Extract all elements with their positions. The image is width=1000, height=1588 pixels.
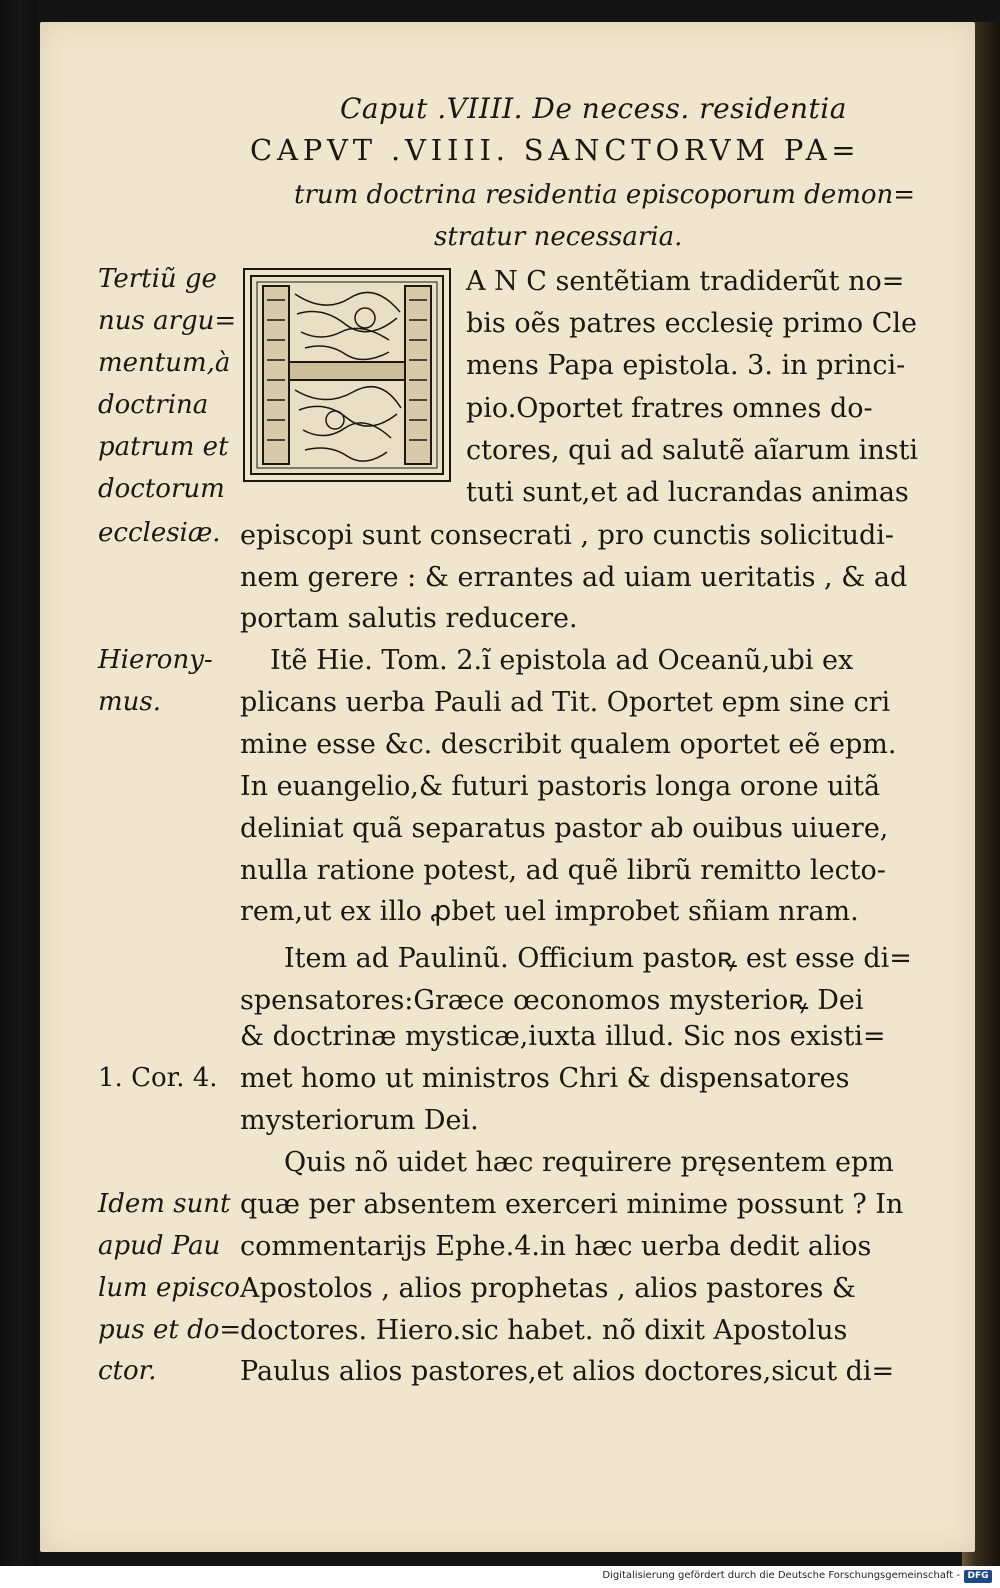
chapter-title-line-3: stratur necessaria. bbox=[434, 222, 683, 252]
chapter-title-line-1: CAPVT .VIIII. SANCTORVM PA= bbox=[250, 133, 861, 167]
body-line: doctores. Hiero.sic habet. nõ dixit Apostolus bbox=[240, 1315, 848, 1346]
body-line: A N C sentẽtiam tradiderũt no= bbox=[466, 266, 905, 297]
body-line: portam salutis reducere. bbox=[240, 603, 578, 634]
ornamental-woodcut-initial-icon bbox=[243, 268, 451, 482]
body-line: mysteriorum Dei. bbox=[240, 1105, 479, 1136]
margin-note: mentum,à bbox=[98, 348, 231, 378]
body-line: Apostolos , alios prophetas , alios pastores & bbox=[240, 1273, 856, 1304]
body-line: bis oẽs patres ecclesię primo Cle bbox=[466, 308, 918, 339]
margin-note: Hierony- bbox=[98, 645, 213, 675]
margin-note: mus. bbox=[98, 687, 162, 717]
margin-note: nus argu= bbox=[98, 306, 237, 336]
dfg-logo[interactable]: DFG bbox=[964, 1570, 992, 1583]
body-line: In euangelio,& futuri pastoris longa orone uitã bbox=[240, 771, 881, 802]
margin-note: ecclesiæ. bbox=[98, 518, 221, 548]
body-line: spensatores:Græce œconomos mysterioꝶ Dei bbox=[240, 985, 864, 1016]
body-line: Paulus alios pastores,et alios doctores,sicut di= bbox=[240, 1356, 895, 1387]
body-line: Quis nõ uidet hæc requirere pręsentem epm bbox=[284, 1147, 894, 1178]
body-line: commentarijs Ephe.4.in hæc uerba dedit alios bbox=[240, 1231, 872, 1262]
running-title: Caput .VIIII. De necess. residentia bbox=[340, 92, 847, 125]
margin-note: lum episco bbox=[98, 1273, 240, 1303]
body-line: met homo ut ministros Chri & dispensatores bbox=[240, 1063, 850, 1094]
margin-note: doctrina bbox=[98, 390, 209, 420]
margin-note: Tertiũ ge bbox=[98, 264, 217, 294]
body-line: tuti sunt,et ad lucrandas animas bbox=[466, 477, 909, 508]
left-background-strip bbox=[0, 0, 38, 1588]
body-line: plicans uerba Pauli ad Tit. Oportet epm sine cri bbox=[240, 687, 891, 718]
body-line: Itẽ Hie. Tom. 2.ĩ epistola ad Oceanũ,ubi ex bbox=[270, 645, 854, 676]
body-line: episcopi sunt consecrati , pro cunctis solicitudi- bbox=[240, 520, 895, 551]
margin-note: pus et do= bbox=[98, 1315, 242, 1345]
body-line: ctores, qui ad salutẽ aĩarum insti bbox=[466, 435, 919, 466]
body-line: Item ad Paulinũ. Officium pastoꝶ est esse di= bbox=[284, 943, 912, 974]
funding-credit: Digitalisierung gefördert durch die Deutsche Forschungsgemeinschaft - bbox=[602, 1570, 960, 1581]
margin-note: doctorum bbox=[98, 474, 225, 504]
body-line: quæ per absentem exerceri minime possunt ? In bbox=[240, 1189, 904, 1220]
woodcut-initial-drawing bbox=[245, 270, 449, 480]
footer-bar bbox=[0, 1566, 1000, 1588]
body-line: mine esse &c. describit qualem oportet eẽ epm. bbox=[240, 729, 897, 760]
body-line: rem,ut ex illo ꝓbet uel improbet sñiam nram. bbox=[240, 896, 859, 927]
margin-note: 1. Cor. 4. bbox=[98, 1063, 218, 1093]
body-line: & doctrinæ mysticæ,iuxta illud. Sic nos existi= bbox=[240, 1021, 886, 1052]
margin-note: patrum et bbox=[98, 432, 229, 462]
margin-note: apud Pau bbox=[98, 1231, 221, 1261]
body-line: nulla ratione potest, ad quẽ librũ remitto lecto- bbox=[240, 855, 886, 886]
chapter-title-line-2: trum doctrina residentia episcoporum demon= bbox=[294, 180, 916, 210]
body-line: deliniat quã separatus pastor ab ouibus uiuere, bbox=[240, 813, 889, 844]
margin-note: Idem sunt bbox=[98, 1189, 231, 1219]
margin-note: ctor. bbox=[98, 1356, 157, 1386]
body-line: nem gerere : & errantes ad uiam ueritatis , & ad bbox=[240, 562, 908, 593]
body-line: pio.Oportet fratres omnes do- bbox=[466, 393, 873, 424]
body-line: mens Papa epistola. 3. in princi- bbox=[466, 350, 906, 381]
